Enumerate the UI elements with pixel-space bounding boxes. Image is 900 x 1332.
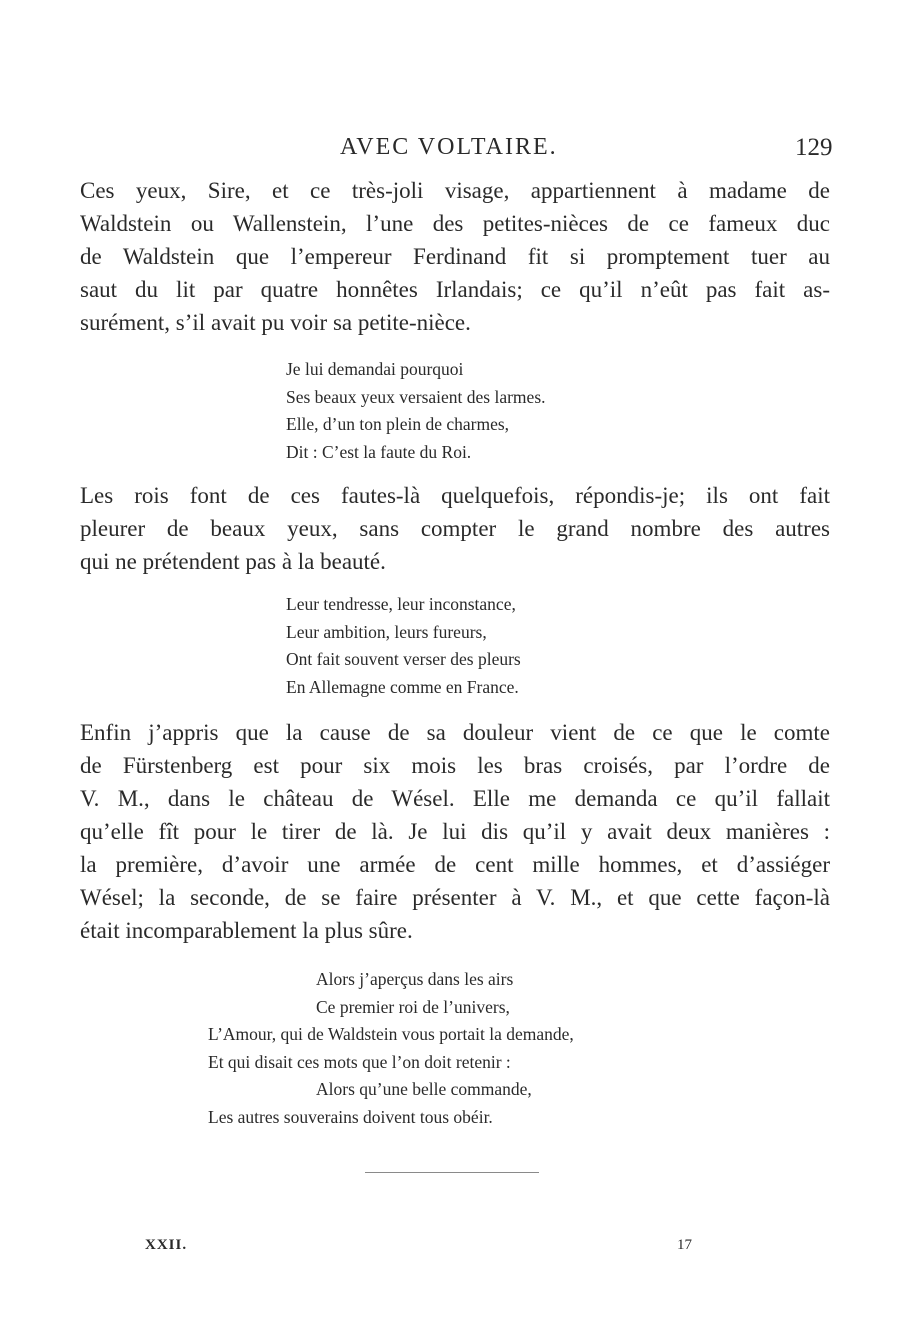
verse-line: Dit : C’est la faute du Roi. (286, 441, 472, 462)
verse-2 (286, 591, 521, 701)
paragraph-2 (80, 479, 830, 578)
section-divider (365, 1172, 539, 1173)
text-line: Enfin j’appris que la cause de sa douleur vient de ce que le comte (80, 720, 830, 745)
text-line: Ces yeux, Sire, et ce très-joli visage, appartiennent à madame de (80, 178, 830, 203)
text-line: pleurer de beaux yeux, sans compter le grand nombre des autres (80, 516, 830, 541)
text-line: saut du lit par quatre honnêtes Irlandais; ce qu’il n’eût pas fait as- (80, 277, 830, 302)
signature-mark: XXII. (145, 1237, 188, 1253)
verse-line: En Allemagne comme en France. (286, 676, 519, 697)
paragraph-3 (80, 716, 830, 947)
text-line: qui ne prétendent pas à la beauté. (80, 549, 386, 574)
text-line: de Fürstenberg est pour six mois les bras croisés, par l’ordre de (80, 753, 830, 778)
text-line: était incomparablement la plus sûre. (80, 918, 413, 943)
text-line: qu’elle fît pour le tirer de là. Je lui dis qu’il y avait deux manières : (80, 819, 830, 844)
verse-3 (208, 966, 574, 1131)
verse-line: Leur tendresse, leur inconstance, (286, 594, 516, 614)
gathering-number: 17 (677, 1237, 692, 1253)
verse-line: Je lui demandai pourquoi (286, 359, 464, 379)
running-title: AVEC VOLTAIRE. (340, 134, 558, 160)
text-line: V. M., dans le château de Wésel. Elle me demanda ce qu’il fallait (80, 786, 830, 811)
verse-1 (286, 356, 546, 466)
text-line: Wésel; la seconde, de se faire présenter à V. M., et que cette façon-là (80, 885, 830, 910)
paragraph-1 (80, 174, 830, 339)
text-line: Waldstein ou Wallenstein, l’une des petites-nièces de ce fameux duc (80, 211, 830, 236)
verse-line: Ce premier roi de l’univers, (316, 996, 510, 1017)
text-line: surément, s’il avait pu voir sa petite-nièce. (80, 310, 471, 335)
verse-line: Alors qu’une belle commande, (316, 1079, 532, 1099)
verse-line: Ont fait souvent verser des pleurs (286, 649, 521, 669)
page-number: 129 (795, 134, 833, 161)
verse-line: Ses beaux yeux versaient des larmes. (286, 386, 546, 407)
verse-line: Et qui disait ces mots que l’on doit retenir : (208, 1051, 511, 1072)
text-line: Les rois font de ces fautes-là quelquefois, répondis-je; ils ont fait (80, 483, 830, 508)
verse-line: Leur ambition, leurs fureurs, (286, 621, 487, 642)
verse-line: L’Amour, qui de Waldstein vous portait la demande, (208, 1024, 574, 1044)
text-line: la première, d’avoir une armée de cent mille hommes, et d’assiéger (80, 852, 830, 877)
verse-line: Alors j’aperçus dans les airs (316, 969, 514, 989)
text-line: de Waldstein que l’empereur Ferdinand fit si promptement tuer au (80, 244, 830, 269)
verse-line: Elle, d’un ton plein de charmes, (286, 414, 510, 434)
verse-line: Les autres souverains doivent tous obéir. (208, 1106, 493, 1127)
